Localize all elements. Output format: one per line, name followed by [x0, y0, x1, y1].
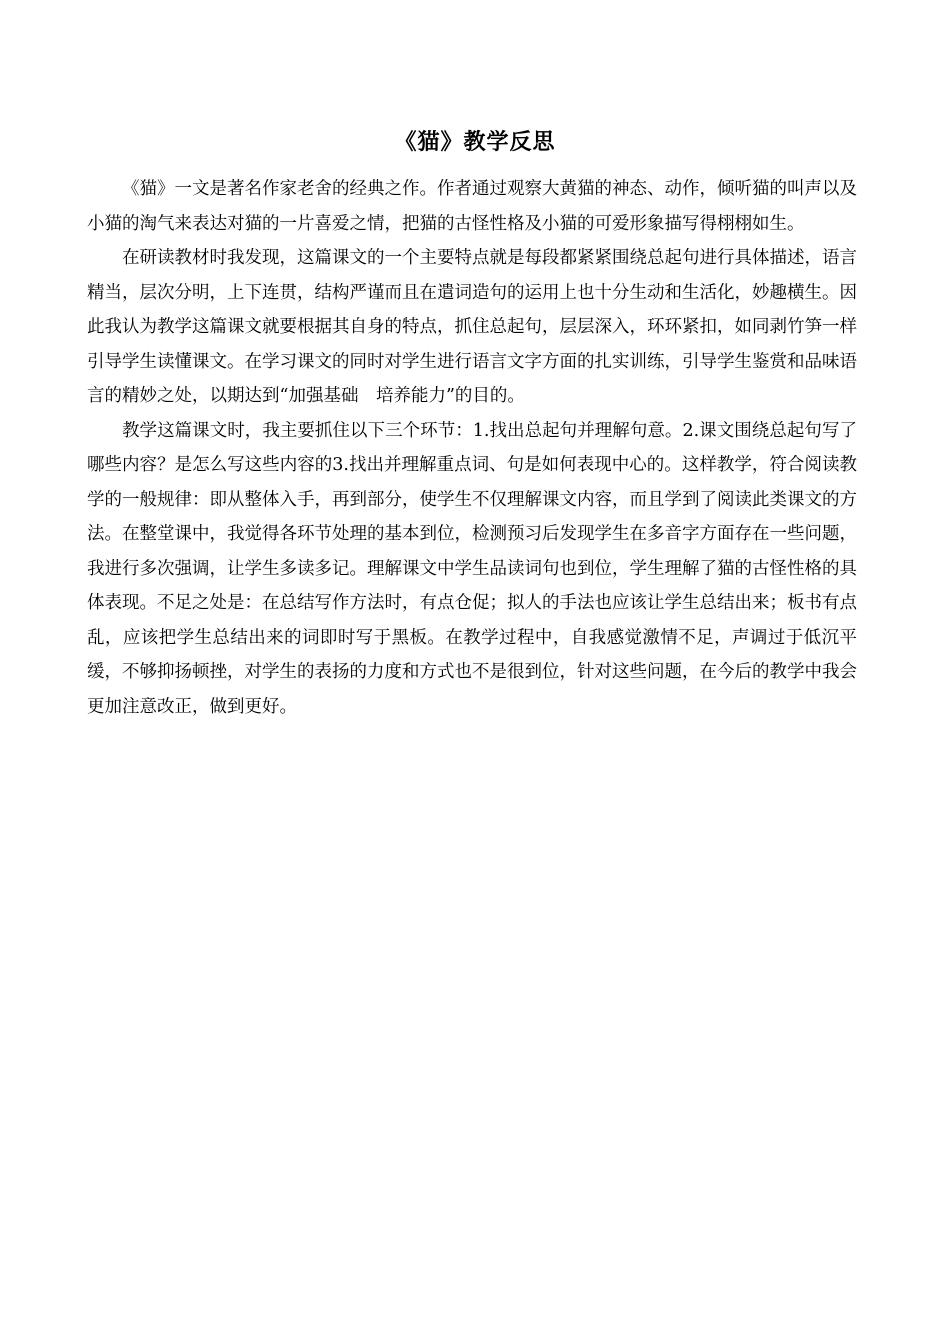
paragraph-textbook-analysis: 在研读教材时我发现，这篇课文的一个主要特点就是每段都紧紧围绕总起句进行具体描述，语言精当，层次分明，上下连贯，结构严谨而且在遣词造句的运用上也十分生动和生活化，妙趣横生。因此我认为教学这篇课文就要根据其自身的特点，抓住总起句，层层深入，环环紧扣，如同剥竹笋一样引导学生读懂课文。在学习课文的同时对学生进行语言文字方面的扎实训练，引导学生鉴赏和品味语言的精妙之处，以期达到“加强基础 培养能力”的目的。	[87, 248, 857, 406]
document-title: 《猫》教学反思	[394, 129, 556, 155]
paragraph-teaching-reflection: 教学这篇课文时，我主要抓住以下三个环节：1.找出总起句并理解句意。2.课文围绕总起句写了哪些内容？是怎么写这些内容的3.找出并理解重点词、句是如何表现中心的。这样教学，符合阅读教学的一般规律：即从整体入手，再到部分，使学生不仅理解课文内容，而且学到了阅读此类课文的方法。在整堂课中，我觉得各环节处理的基本到位，检测预习后发现学生在多音字方面存在一些问题，我进行多次强调，让学生多读多记。理解课文中学生品读词句也到位，学生理解了猫的古怪性格的具体表现。不足之处是：在总结写作方法时，有点仓促；拟人的手法也应该让学生总结出来；板书有点乱，应该把学生总结出来的词即时写于黑板。在教学过程中，自我感觉激情不足，声调过于低沉平缓，不够抑扬顿挫，对学生的表扬的力度和方式也不是很到位，针对这些问题，在今后的教学中我会更加注意改正，做到更好。	[87, 420, 857, 717]
document-body	[87, 172, 857, 724]
paragraph-intro: 《猫》一文是著名作家老舍的经典之作。作者通过观察大黄猫的神态、动作，倾听猫的叫声以及小猫的淘气来表达对猫的一片喜爱之情，把猫的古怪性格及小猫的可爱形象描写得栩栩如生。	[87, 179, 857, 234]
